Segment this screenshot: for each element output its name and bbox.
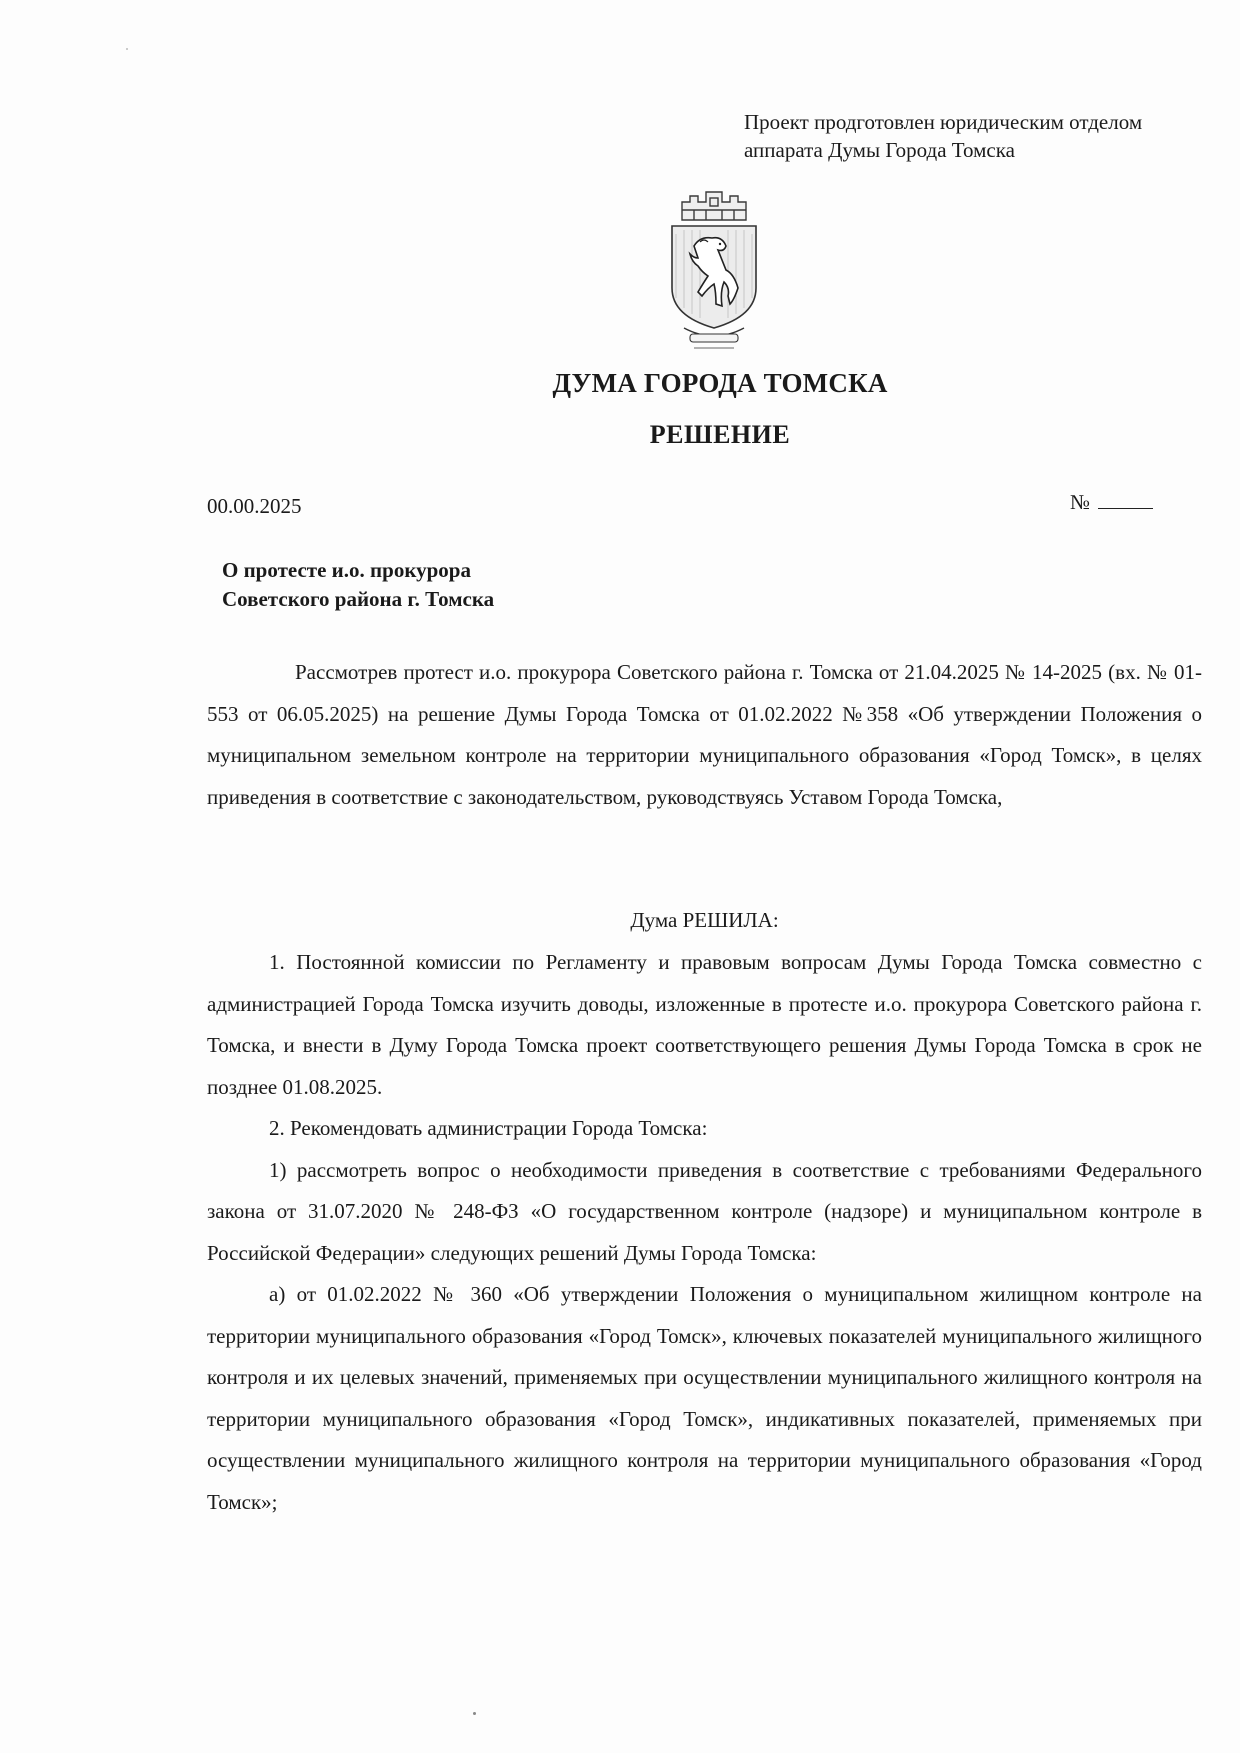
tomsk-coat-of-arms-icon xyxy=(664,188,764,354)
prepared-by-line-2: аппарата Думы Города Томска xyxy=(744,138,1015,162)
number-blank-line xyxy=(1098,508,1153,509)
point-2-paragraph: 2. Рекомендовать администрации Города Томска: xyxy=(269,1116,708,1140)
document-type-heading: РЕШЕНИЕ xyxy=(649,420,791,449)
intro-paragraph: Рассмотрев протест и.о. прокурора Советского района г. Томска от 21.04.2025 № 14-2025 (вх. № 01-553 от 06.05.2025) на решение Думы Города Томска от 01.02.2022 №358 «Об утверждении Положения о муниципальном земельном контроле на территории муниципального образования «Город Томск», в целях приведения в соответствие с законодательством, руководствуясь Уставом Города Томска, xyxy=(207,660,1202,809)
number-label: № xyxy=(1070,490,1091,514)
decided-heading: Дума РЕШИЛА: xyxy=(630,908,779,932)
resolution-points xyxy=(207,942,1202,1523)
prepared-by-note xyxy=(744,108,1234,164)
document-number xyxy=(1070,490,1153,515)
point-2-1-a-paragraph: а) от 01.02.2022 № 360 «Об утверждении Положения о муниципальном жилищном контроле на территории муниципального образования «Город Томск», ключевых показателей муниципального жилищного контроля и их целевых значений, применяемых при осуществлении муниципального жилищного контроля на территории муниципального образования «Город Томск», индикативных показателей, применяемых при осуществлении муниципального жилищного контроля на территории муниципального образования «Город Томск»; xyxy=(207,1282,1202,1514)
prepared-by-line-1: Проект продготовлен юридическим отделом xyxy=(744,110,1143,134)
document-subject xyxy=(222,556,494,614)
subject-line-1: О протесте и.о. прокурора xyxy=(222,558,471,582)
organization-title: ДУМА ГОРОДА ТОМСКА xyxy=(552,368,888,398)
scan-speck xyxy=(126,48,128,50)
point-1-paragraph: 1. Постоянной комиссии по Регламенту и правовым вопросам Думы Города Томска совместно с администрацией Города Томска изучить доводы, изложенные в протесте и.о. прокурора Советского района г. Томска, и внести в Думу Города Томска проект соответствующего решения Думы Города Томска в срок не позднее 01.08.2025. xyxy=(207,950,1202,1099)
intro-section xyxy=(207,652,1202,818)
point-2-1-paragraph: 1) рассмотреть вопрос о необходимости приведения в соответствие с требованиями Федерального закона от 31.07.2020 № 248-ФЗ «О государственном контроле (надзоре) и муниципальном контроле в Российской Федерации» следующих решений Думы Города Томска: xyxy=(207,1157,1202,1265)
document-date: 00.00.2025 xyxy=(207,494,302,518)
scan-speck xyxy=(473,1712,476,1715)
subject-line-2: Советского района г. Томска xyxy=(222,587,495,611)
